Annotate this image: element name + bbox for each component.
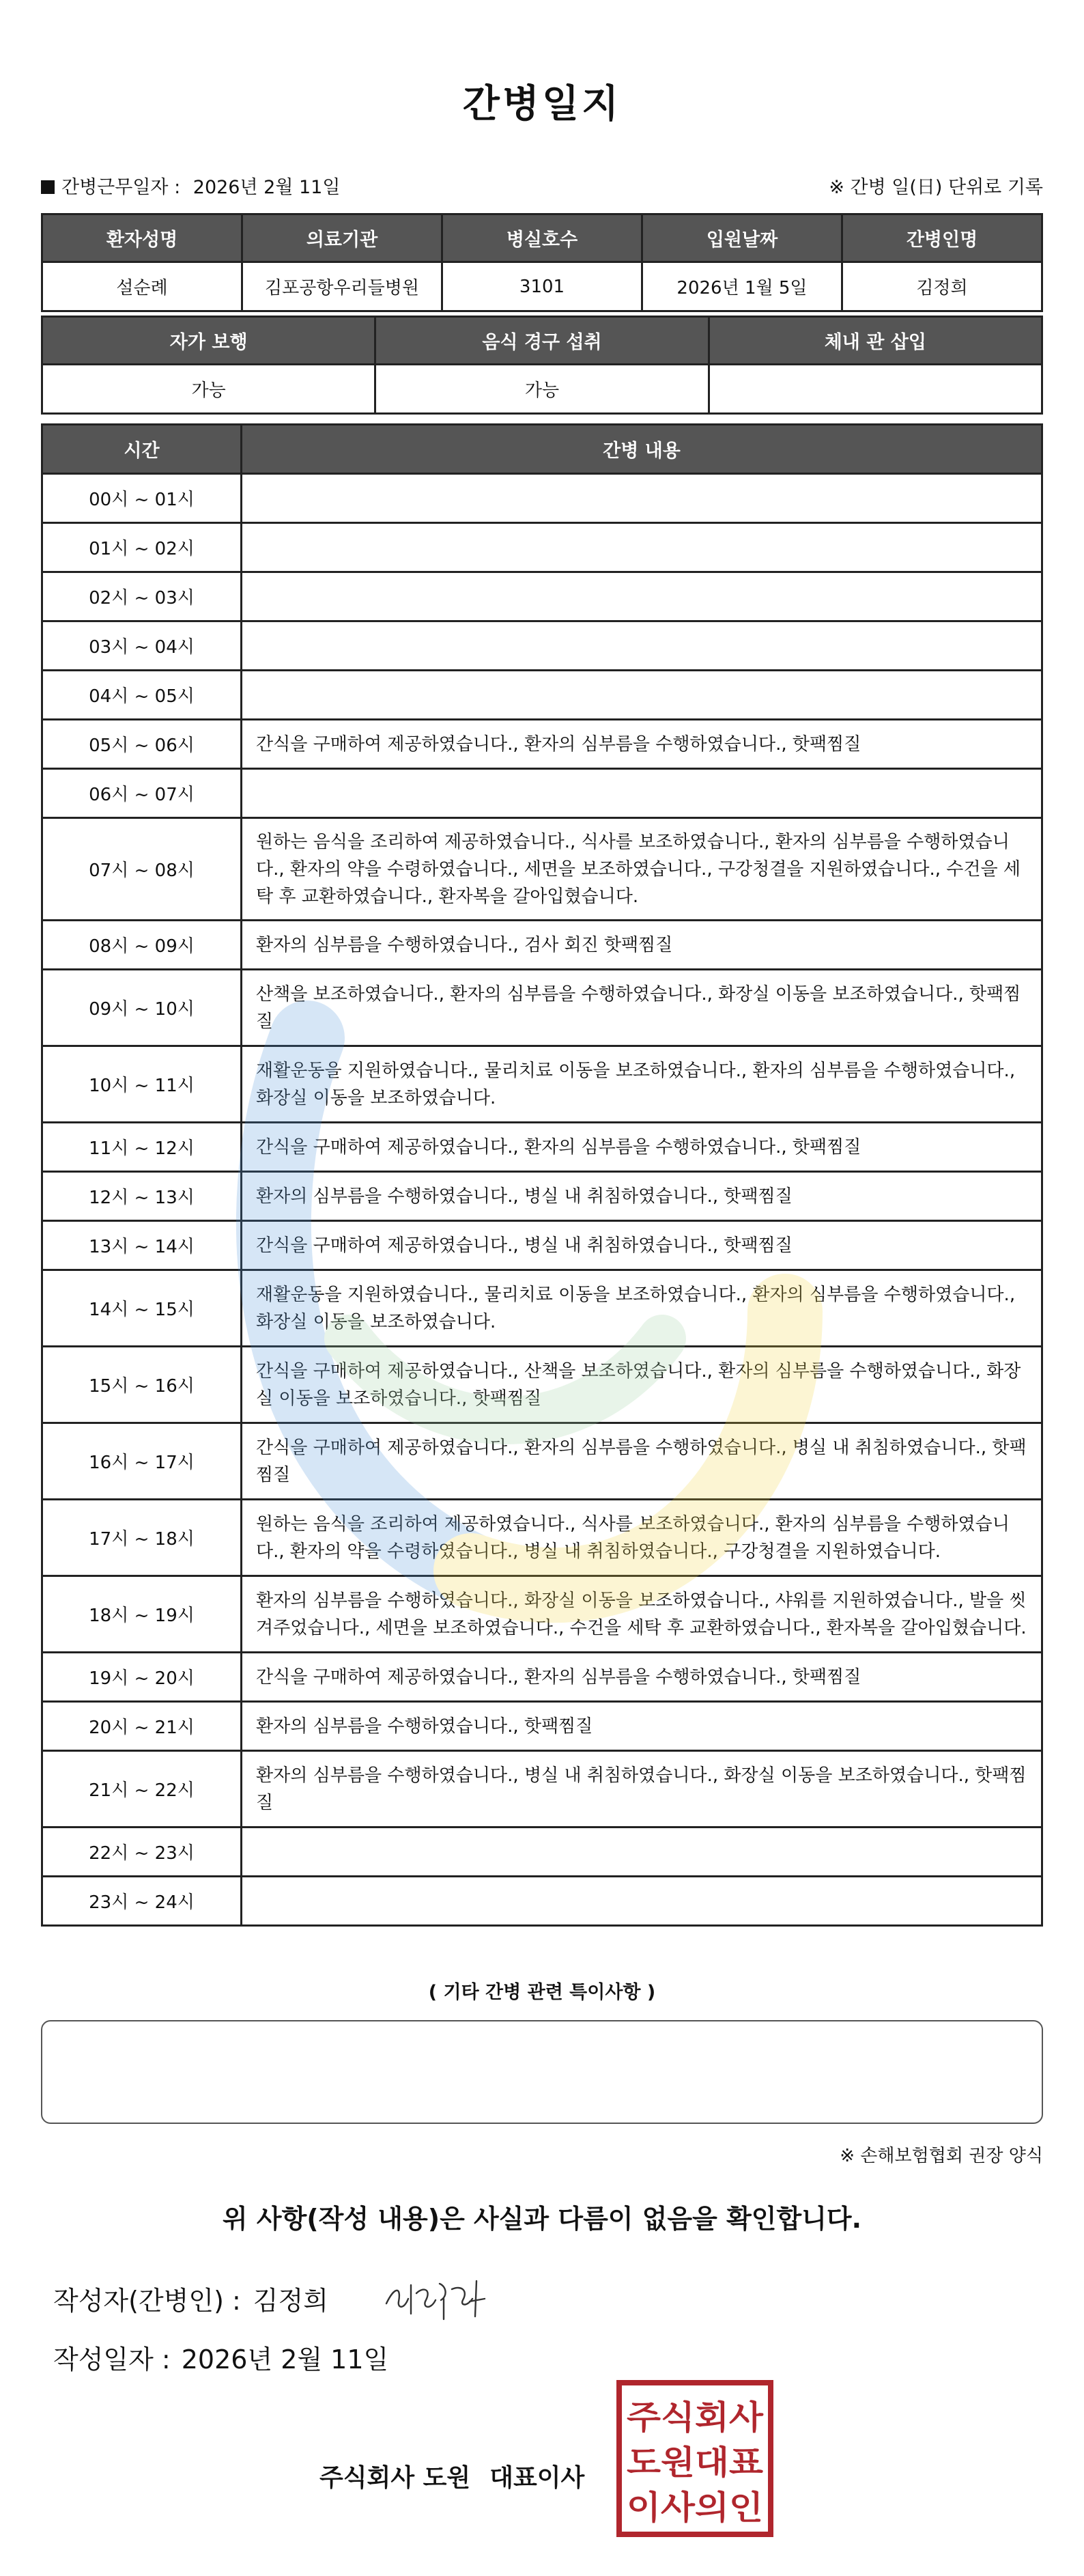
company-seal-icon: [616, 2379, 774, 2538]
care-log-row: [42, 1828, 1042, 1877]
care-log-row: [42, 1270, 1042, 1347]
seal-line-2: 도원대표: [627, 2444, 764, 2482]
care-log-time: 06시 ~ 07시: [42, 769, 242, 818]
care-log-content: [242, 769, 1042, 818]
care-log-content: [242, 523, 1042, 572]
care-log-row: [42, 572, 1042, 621]
patient-info-value-row: [42, 262, 1042, 311]
care-log-time: 19시 ~ 20시: [42, 1653, 242, 1702]
care-log-row: [42, 970, 1042, 1046]
care-log-time: 10시 ~ 11시: [42, 1046, 242, 1123]
caregiver-name: 김정희: [842, 262, 1042, 311]
header-admission-date: 입원날짜: [642, 214, 842, 262]
ability-value-row: [42, 365, 1042, 414]
care-log-content: 원하는 음식을 조리하여 제공하였습니다., 식사를 보조하였습니다., 환자의 심부름을 수행하였습니다., 환자의 약을 수령하였습니다., 세면을 보조하였습니다., 구강청결을 지원하였습니다., 수건을 세탁 후 교환하였습니다., 환자복을 갈아입혔습니다.: [242, 818, 1042, 921]
seal-line-1: 주식회사: [627, 2398, 764, 2437]
care-log-time: 09시 ~ 10시: [42, 970, 242, 1046]
care-log-time: 13시 ~ 14시: [42, 1221, 242, 1270]
care-log-content: 재활운동을 지원하였습니다., 물리치료 이동을 보조하였습니다., 환자의 심부름을 수행하였습니다., 화장실 이동을 보조하였습니다.: [242, 1046, 1042, 1123]
care-log-time: 16시 ~ 17시: [42, 1423, 242, 1500]
care-log-row: [42, 1221, 1042, 1270]
care-log-content: 간식을 구매하여 제공하였습니다., 병실 내 취침하였습니다., 핫팩찜질: [242, 1221, 1042, 1270]
work-date: [41, 172, 340, 199]
care-log-content: 간식을 구매하여 제공하였습니다., 환자의 심부름을 수행하였습니다., 핫팩찜질: [242, 1123, 1042, 1172]
care-log-time: 22시 ~ 23시: [42, 1828, 242, 1877]
work-date-value: 2026년 2월 11일: [192, 177, 341, 198]
meta-row: [41, 172, 1043, 199]
care-log-row: [42, 671, 1042, 720]
patient-info-header-row: [42, 214, 1042, 262]
care-log-table: [41, 423, 1043, 1927]
special-notes-title: ( 기타 간병 관련 특이사항 ): [428, 1982, 656, 2003]
ability-table: [41, 316, 1043, 415]
care-log-time: 03시 ~ 04시: [42, 621, 242, 671]
writer-name: 김정희: [253, 2286, 328, 2316]
care-log-row: [42, 921, 1042, 970]
patient-name: 설순례: [42, 262, 242, 311]
care-log-row: [42, 1172, 1042, 1221]
header-oral-intake: 음식 경구 섭취: [375, 317, 709, 365]
care-log-row: [42, 1347, 1042, 1423]
company-row: [319, 2459, 584, 2493]
care-log-time: 01시 ~ 02시: [42, 523, 242, 572]
care-log-content: [242, 1828, 1042, 1877]
square-bullet-icon: [41, 180, 55, 194]
care-log-row: [42, 1877, 1042, 1926]
care-log-row: [42, 1751, 1042, 1828]
care-log-body: [42, 474, 1042, 1926]
care-log-time: 00시 ~ 01시: [42, 474, 242, 523]
company-name: 주식회사 도원: [319, 2464, 471, 2492]
care-log-time: 15시 ~ 16시: [42, 1347, 242, 1423]
written-date-row: [53, 2338, 388, 2376]
care-log-content: 간식을 구매하여 제공하였습니다., 환자의 심부름을 수행하였습니다., 핫팩찜질: [242, 720, 1042, 769]
care-log-time: 12시 ~ 13시: [42, 1172, 242, 1221]
care-log-time: 17시 ~ 18시: [42, 1500, 242, 1576]
care-log-content: 환자의 심부름을 수행하였습니다., 화장실 이동을 보조하였습니다., 샤워를 지원하였습니다., 발을 씻겨주었습니다., 세면을 보조하였습니다., 수건을 세탁 후 교환하였습니다., 환자복을 갈아입혔습니다.: [242, 1576, 1042, 1653]
care-log-time: 08시 ~ 09시: [42, 921, 242, 970]
header-caregiver-name: 간병인명: [842, 214, 1042, 262]
care-log-row: [42, 621, 1042, 671]
care-log-content: 원하는 음식을 조리하여 제공하였습니다., 식사를 보조하였습니다., 환자의 심부름을 수행하였습니다., 환자의 약을 수령하였습니다., 병실 내 취침하였습니다., 구강청결을 지원하였습니다.: [242, 1500, 1042, 1576]
care-log-row: [42, 1500, 1042, 1576]
care-log-content: 환자의 심부름을 수행하였습니다., 검사 회진 핫팩찜질: [242, 921, 1042, 970]
tube-insertion-value: [709, 365, 1042, 414]
document-title: 간병일지: [462, 82, 622, 126]
ability-header-row: [42, 317, 1042, 365]
care-log-row: [42, 474, 1042, 523]
form-note: ※ 손해보험협회 권장 양식: [840, 2146, 1043, 2166]
care-log-time: 20시 ~ 21시: [42, 1702, 242, 1751]
header-hospital: 의료기관: [242, 214, 442, 262]
writer-row: [53, 2280, 328, 2317]
care-log-time: 05시 ~ 06시: [42, 720, 242, 769]
self-walking-value: 가능: [42, 365, 375, 414]
care-log-content: 재활운동을 지원하였습니다., 물리치료 이동을 보조하였습니다., 환자의 심부름을 수행하였습니다., 화장실 이동을 보조하였습니다.: [242, 1270, 1042, 1347]
care-log-time: 07시 ~ 08시: [42, 818, 242, 921]
hospital-name: 김포공항우리들병원: [242, 262, 442, 311]
care-log-time: 21시 ~ 22시: [42, 1751, 242, 1828]
confirmation-statement: 위 사항(작성 내용)은 사실과 다름이 없음을 확인합니다.: [222, 2204, 862, 2234]
care-log-row: [42, 1423, 1042, 1500]
care-log-content: [242, 572, 1042, 621]
header-self-walking: 자가 보행: [42, 317, 375, 365]
care-log-row: [42, 1046, 1042, 1123]
unit-note: ※ 간병 일(日) 단위로 기록: [829, 177, 1043, 198]
written-date-value: 2026년 2월 11일: [181, 2344, 389, 2375]
care-log-content: 간식을 구매하여 제공하였습니다., 산책을 보조하였습니다., 환자의 심부름을 수행하였습니다., 화장실 이동을 보조하였습니다., 핫팩찜질: [242, 1347, 1042, 1423]
header-room-number: 병실호수: [442, 214, 642, 262]
oral-intake-value: 가능: [375, 365, 709, 414]
care-log-content: 환자의 심부름을 수행하였습니다., 병실 내 취침하였습니다., 핫팩찜질: [242, 1172, 1042, 1221]
care-log-content: 간식을 구매하여 제공하였습니다., 환자의 심부름을 수행하였습니다., 병실 내 취침하였습니다., 핫팩찜질: [242, 1423, 1042, 1500]
care-log-time: 04시 ~ 05시: [42, 671, 242, 720]
care-log-time: 02시 ~ 03시: [42, 572, 242, 621]
writer-label: 작성자(간병인) :: [53, 2286, 241, 2316]
care-log-header-row: [42, 425, 1042, 474]
care-log-content: [242, 1877, 1042, 1926]
work-date-label: 간병근무일자 :: [61, 177, 181, 198]
room-number: 3101: [442, 262, 642, 311]
care-log-row: [42, 769, 1042, 818]
care-log-row: [42, 818, 1042, 921]
written-date-label: 작성일자 :: [53, 2344, 171, 2375]
care-log-content: [242, 621, 1042, 671]
care-log-content: [242, 671, 1042, 720]
representative-title: 대표이사: [489, 2464, 585, 2492]
care-log-content: 환자의 심부름을 수행하였습니다., 병실 내 취침하였습니다., 화장실 이동을 보조하였습니다., 핫팩찜질: [242, 1751, 1042, 1828]
care-log-time: 23시 ~ 24시: [42, 1877, 242, 1926]
care-log-content: [242, 474, 1042, 523]
care-log-content: 간식을 구매하여 제공하였습니다., 환자의 심부름을 수행하였습니다., 핫팩찜질: [242, 1653, 1042, 1702]
care-log-row: [42, 1576, 1042, 1653]
header-care-content: 간병 내용: [242, 425, 1042, 474]
header-time: 시간: [42, 425, 242, 474]
care-log-content: 환자의 심부름을 수행하였습니다., 핫팩찜질: [242, 1702, 1042, 1751]
care-log-row: [42, 1653, 1042, 1702]
care-log-time: 18시 ~ 19시: [42, 1576, 242, 1653]
care-log-time: 11시 ~ 12시: [42, 1123, 242, 1172]
care-log-content: 산책을 보조하였습니다., 환자의 심부름을 수행하였습니다., 화장실 이동을 보조하였습니다., 핫팩찜질: [242, 970, 1042, 1046]
care-log-row: [42, 1702, 1042, 1751]
seal-line-3: 이사의인: [627, 2489, 763, 2527]
care-log-row: [42, 523, 1042, 572]
care-log-row: [42, 720, 1042, 769]
care-log-time: 14시 ~ 15시: [42, 1270, 242, 1347]
admission-date: 2026년 1월 5일: [642, 262, 842, 311]
header-patient-name: 환자성명: [42, 214, 242, 262]
special-notes-box: [41, 2020, 1043, 2124]
patient-info-table: [41, 213, 1043, 312]
header-tube-insertion: 체내 관 삽입: [709, 317, 1042, 365]
care-log-row: [42, 1123, 1042, 1172]
signature-icon: [381, 2266, 490, 2327]
